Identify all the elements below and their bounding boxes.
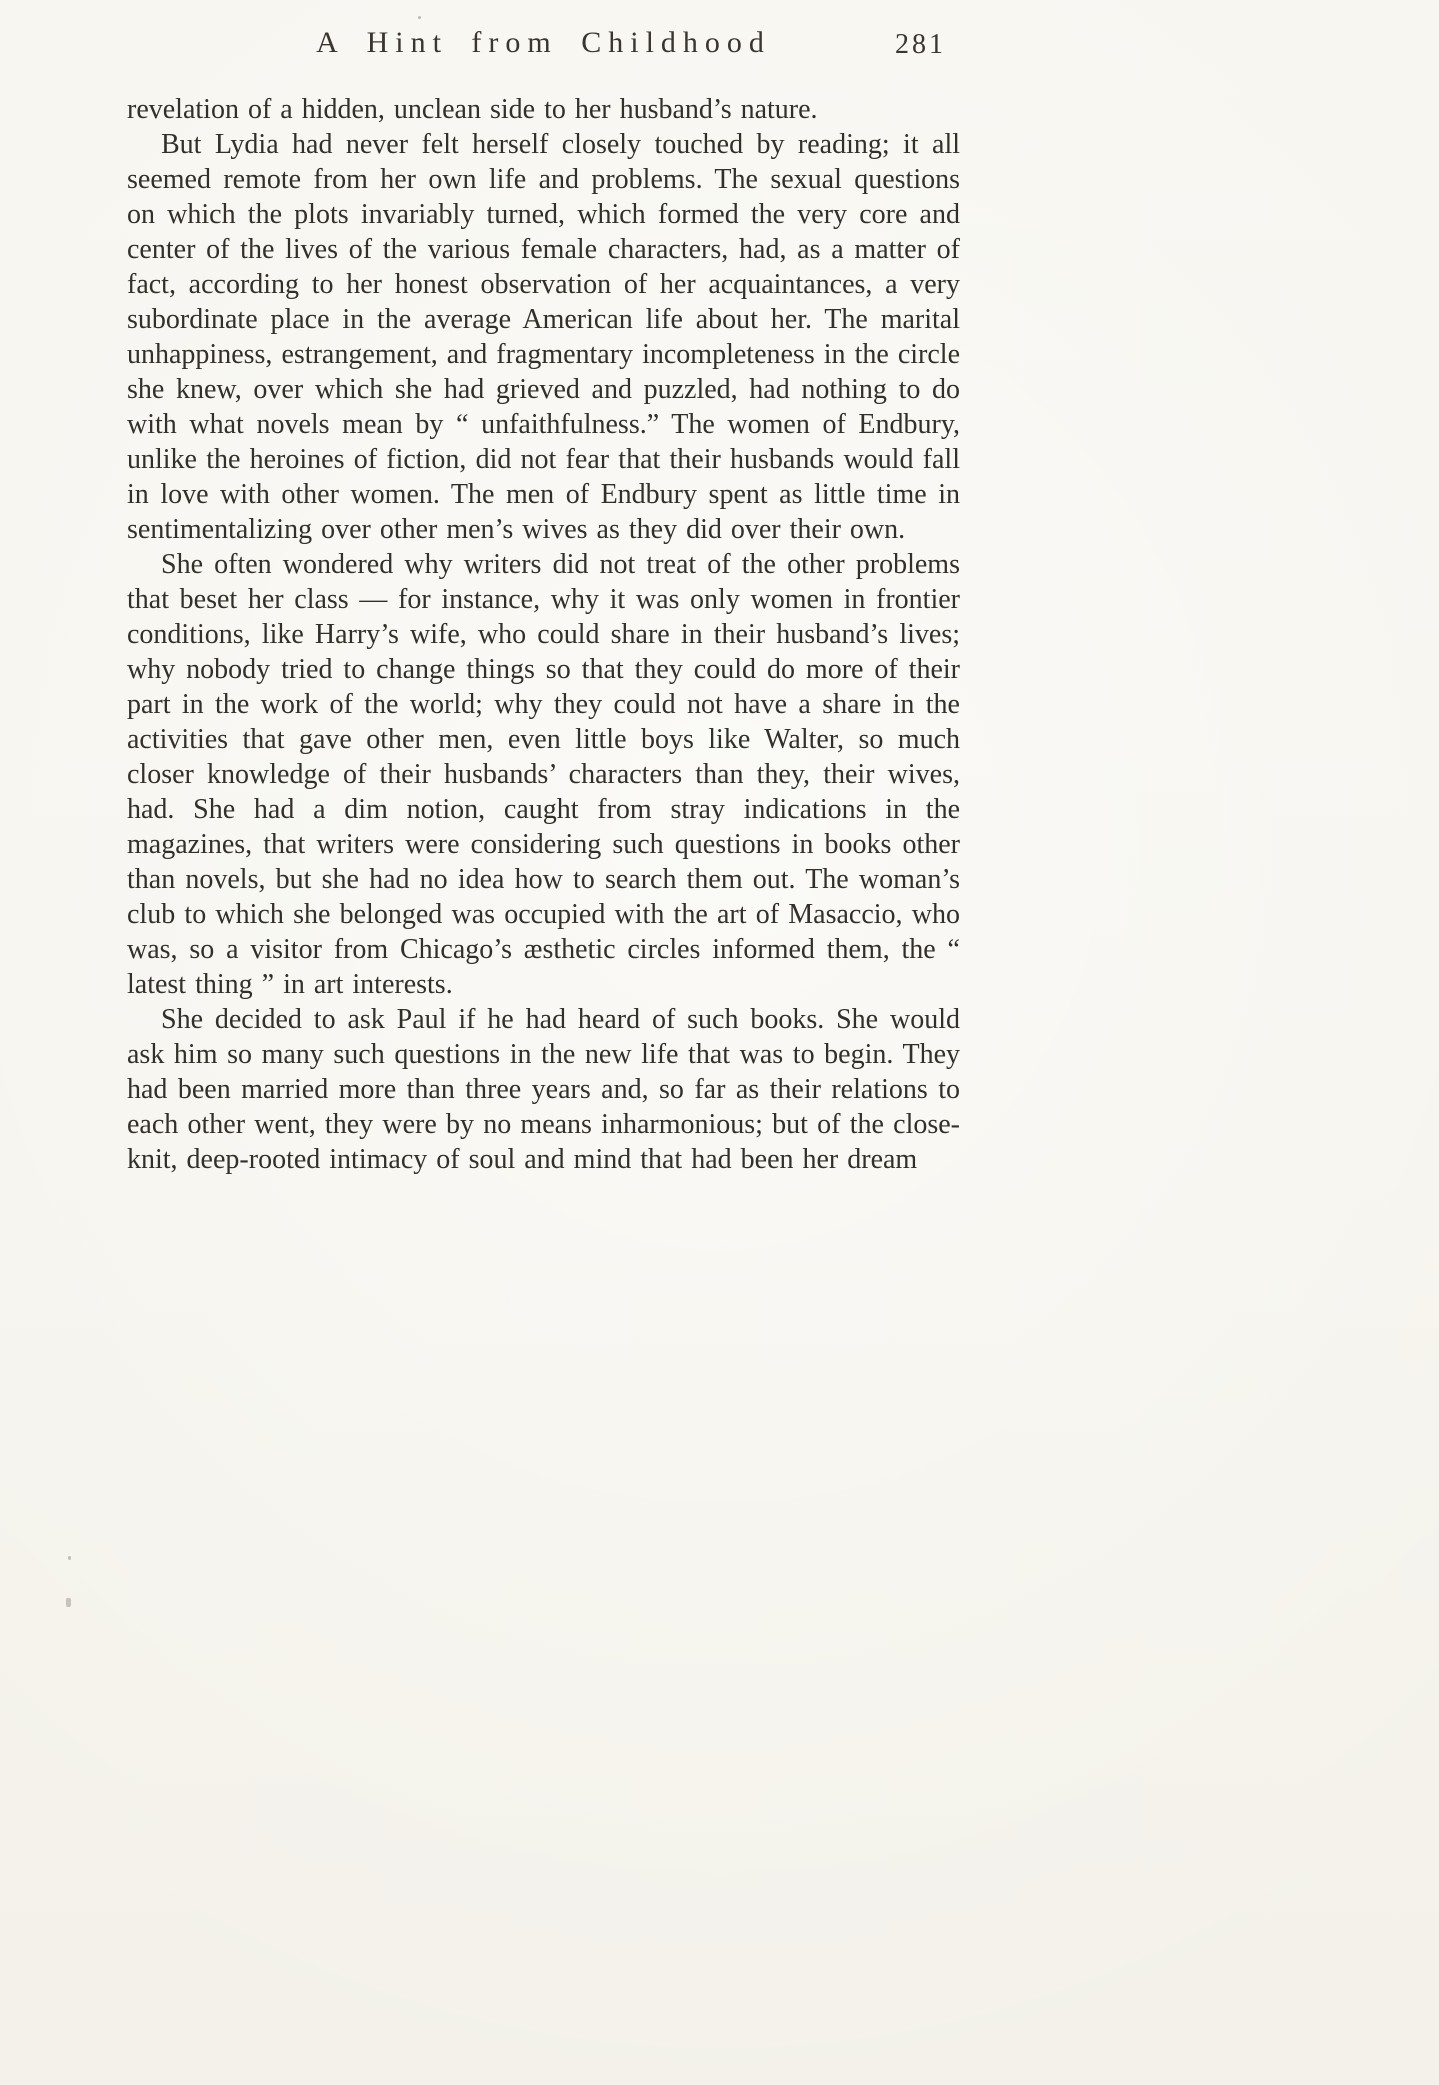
page-header [127,26,960,74]
running-head-title: A Hint from Childhood [316,26,771,59]
paragraph: She decided to ask Paul if he had heard of such books. She would ask him so many such questions in the new life that was to begin. They had been married more than three years and, so far as their relations to each other went, they were by no means inharmonious; but of the close-knit, deep-rooted intimacy of soul and mind that had been her dream [127,1004,960,1175]
paragraph-continuation: revelation of a hidden, unclean side to her husband’s nature. [127,94,818,125]
scan-speck [68,1556,71,1560]
page-number: 281 [895,29,946,60]
paragraph: She often wondered why writers did not treat of the other problems that beset her class — for instance, why it was only women in frontier conditions, like Harry’s wife, who could share in their husband’s lives; why nobody tried to change things so that they could do more of their part in the work of the world; why they could not have a share in the activities that gave other men, even little boys like Walter, so much closer knowledge of their husbands’ characters than they, their wives, had. She had a dim notion, caught from stray indications in the magazines, that writers were considering such questions in books other than novels, but she had no idea how to search them out. The woman’s club to which she belonged was occupied with the art of Masaccio, who was, so a visitor from Chicago’s æsthetic circles informed them, the “ latest thing ” in art interests. [127,549,960,1000]
scan-speck [418,16,421,19]
body-text [127,92,960,1177]
paragraph: But Lydia had never felt herself closely touched by reading; it all seemed remote from her own life and problems. The sexual questions on which the plots invariably turned, which formed the very core and center of the lives of the various female characters, had, as a matter of fact, according to her honest observation of her acquaintances, a very subordinate place in the average American life about her. The marital unhappiness, estrangement, and fragmentary incompleteness in the circle she knew, over which she had grieved and puzzled, had nothing to do with what novels mean by “ unfaithfulness.” The women of Endbury, unlike the heroines of fiction, did not fear that their husbands would fall in love with other women. The men of Endbury spent as little time in sentimentalizing over other men’s wives as they did over their own. [127,129,960,545]
scan-speck [66,1598,71,1607]
